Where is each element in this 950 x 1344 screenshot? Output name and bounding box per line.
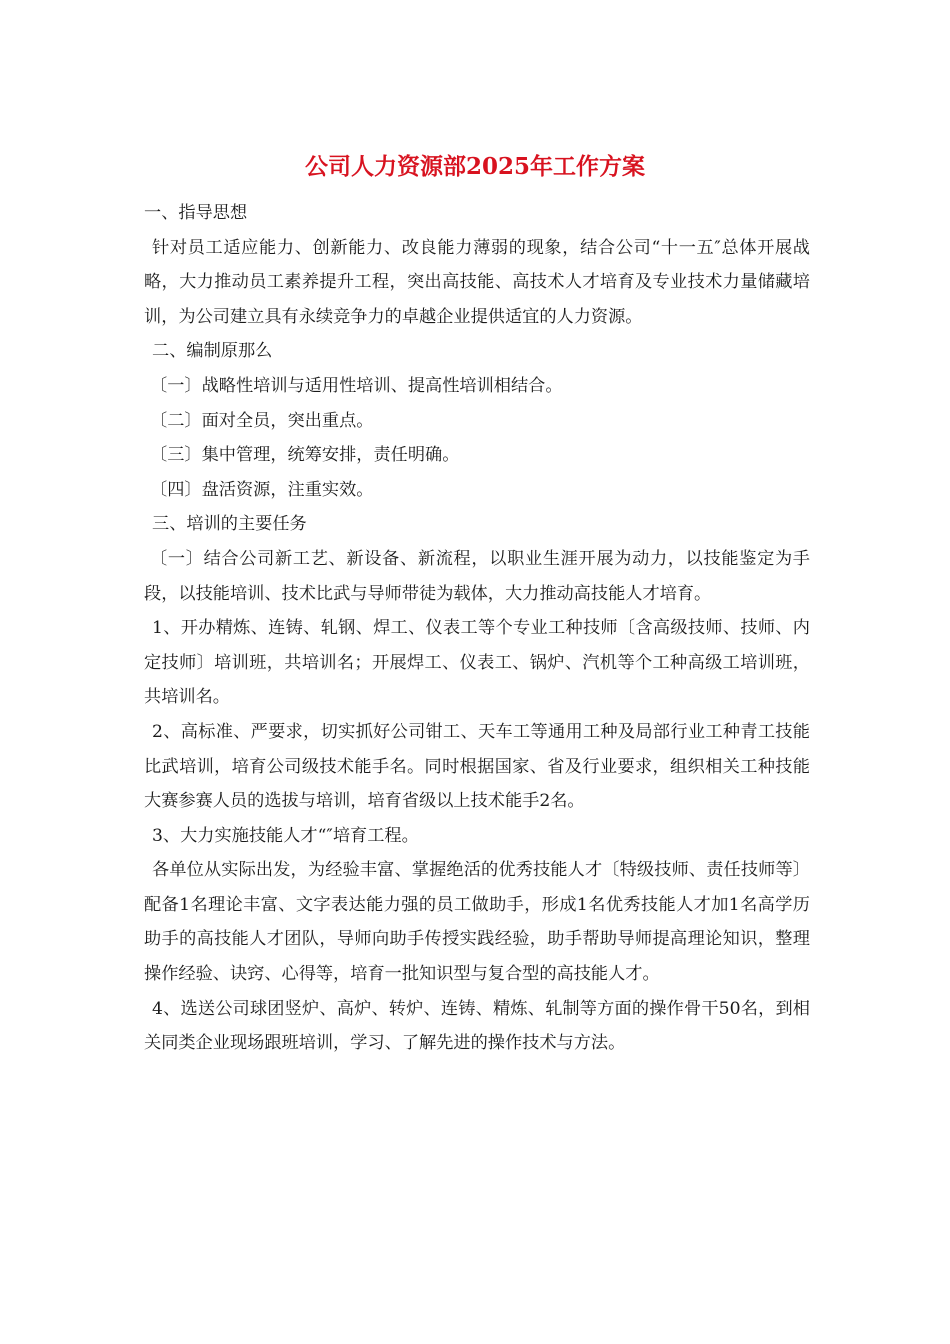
paragraph: 2、高标准、严要求，切实抓好公司钳工、天车工等通用工种及局部行业工种青工技能比武培训，培育公司级技术能手名。同时根据国家、省及行业要求，组织相关工种技能大赛参赛人员的选拔与培训，培育省级以上技术能手2名。	[144, 721, 810, 812]
list-item: 〔三〕集中管理，统筹安排，责任明确。	[150, 445, 460, 466]
list-item: 〔二〕面对全员，突出重点。	[150, 410, 374, 431]
paragraph: 3、大力实施技能人才“″培育工程。	[152, 825, 419, 846]
list-item: 〔四〕盘活资源，注重实效。	[150, 479, 374, 500]
paragraph: 4、选送公司球团竖炉、高炉、转炉、连铸、精炼、轧制等方面的操作骨干50名，到相关同类企业现场跟班培训，学习、了解先进的操作技术与方法。	[144, 998, 810, 1054]
section-heading: 一、指导思想	[144, 203, 248, 223]
section-heading: 三、培训的主要任务	[152, 514, 307, 535]
paragraph: 〔一〕结合公司新工艺、新设备、新流程，以职业生涯开展为动力，以技能鉴定为手段，以技能培训、技术比武与导师带徒为载体，大力推动高技能人才培育。	[144, 548, 810, 604]
paragraph: 1、开办精炼、连铸、轧钢、焊工、仪表工等个专业工种技师〔含高级技师、技师、内定技师〕培训班，共培训名；开展焊工、仪表工、锅炉、汽机等个工种高级工培训班，共培训名。	[144, 618, 810, 708]
list-item: 〔一〕战略性培训与适用性培训、提高性培训相结合。	[150, 375, 563, 396]
paragraph: 各单位从实际出发，为经验丰富、掌握绝活的优秀技能人才〔特级技师、责任技师等〕配备1名理论丰富、文字表达能力强的员工做助手，形成1名优秀技能人才加1名高学历助手的高技能人才团队，导师向助手传授实践经验，助手帮助导师提高理论知识，整理操作经验、诀窍、心得等，培育一批知识型与复合型的高技能人才。	[144, 860, 810, 985]
document-body	[144, 196, 810, 1061]
document-title: 公司人力资源部2025年工作方案	[304, 153, 645, 180]
paragraph: 针对员工适应能力、创新能力、改良能力薄弱的现象，结合公司“十一五″总体开展战略，大力推动员工素养提升工程，突出高技能、高技术人才培育及专业技术力量储藏培训，为公司建立具有永续竞争力的卓越企业提供适宜的人力资源。	[144, 237, 810, 327]
section-heading: 二、编制原那么	[152, 341, 273, 362]
